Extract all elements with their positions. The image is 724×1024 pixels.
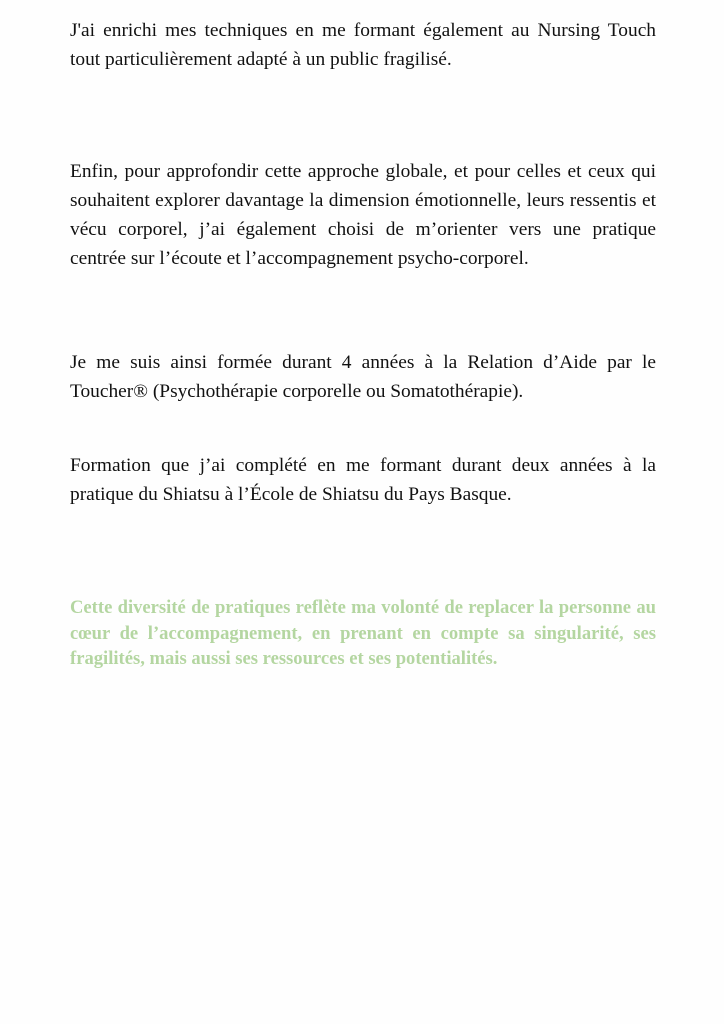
paragraph-nursing-touch: J'ai enrichi mes techniques en me formant également au Nursing Touch tout particulièrement adapté à un public fragilisé.: [70, 20, 656, 70]
paragraph-psycho-corporel: Enfin, pour approfondir cette approche globale, et pour celles et ceux qui souhaitent explorer davantage la dimension émotionnelle, leurs ressentis et vécu corporel, j’ai également choisi de m’orienter vers une pratique centrée sur l’écoute et l’accompagnement psycho-corporel.: [70, 161, 656, 269]
paragraph-relation-aide: Je me suis ainsi formée durant 4 années à la Relation d’Aide par le Toucher® (Psychothérapie corporelle ou Somatothérapie).: [70, 352, 656, 402]
paragraph-shiatsu: Formation que j’ai complété en me formant durant deux années à la pratique du Shiatsu à l’École de Shiatsu du Pays Basque.: [70, 455, 656, 505]
highlight-statement: Cette diversité de pratiques reflète ma volonté de replacer la personne au cœur de l’accompagnement, en prenant en compte sa singularité, ses fragilités, mais aussi ses ressources et ses potentialités.: [70, 597, 656, 669]
